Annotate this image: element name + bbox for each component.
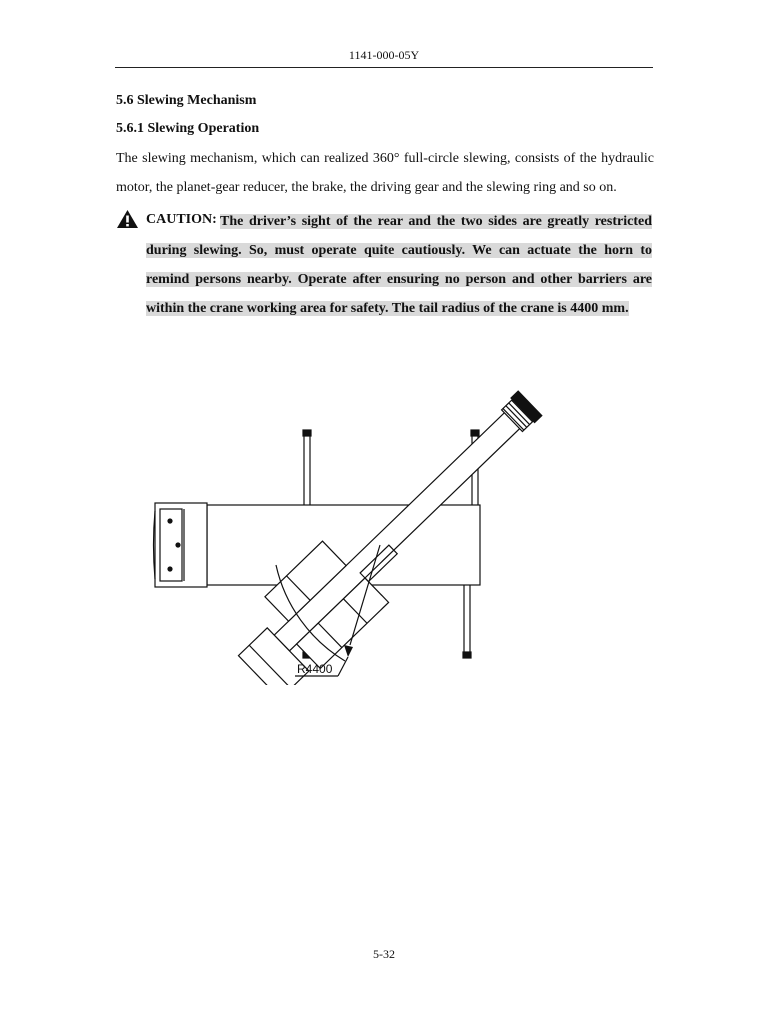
caution-block xyxy=(146,207,652,323)
slewing-boom xyxy=(222,371,561,685)
caution-text: The driver’s sight of the rear and the two sides are greatly restricted during slewing. So, must operate quite cautiously. We can actuate the horn to remind persons nearby. Operate after ensuring no person and other barriers are within the crane working area for safety. The tail radius of the crane is 4400 mm. xyxy=(146,214,652,316)
body-paragraph: The slewing mechanism, which can realized 360° full-circle slewing, consists of the hydraulic motor, the planet-gear reducer, the brake, the driving gear and the slewing ring and so on. xyxy=(116,151,654,195)
subsection-title: 5.6.1 Slewing Operation xyxy=(116,121,260,136)
crane-slewing-diagram xyxy=(140,345,620,685)
warning-triangle-icon xyxy=(116,209,139,229)
caution-label: CAUTION: xyxy=(146,212,217,227)
header-rule xyxy=(115,67,653,68)
radius-label: R4400 xyxy=(297,662,333,676)
document-id: 1141-000-05Y xyxy=(348,48,420,62)
page-number: 5-32 xyxy=(373,947,395,961)
section-title: 5.6 Slewing Mechanism xyxy=(116,93,257,108)
driver-cab xyxy=(154,503,208,587)
